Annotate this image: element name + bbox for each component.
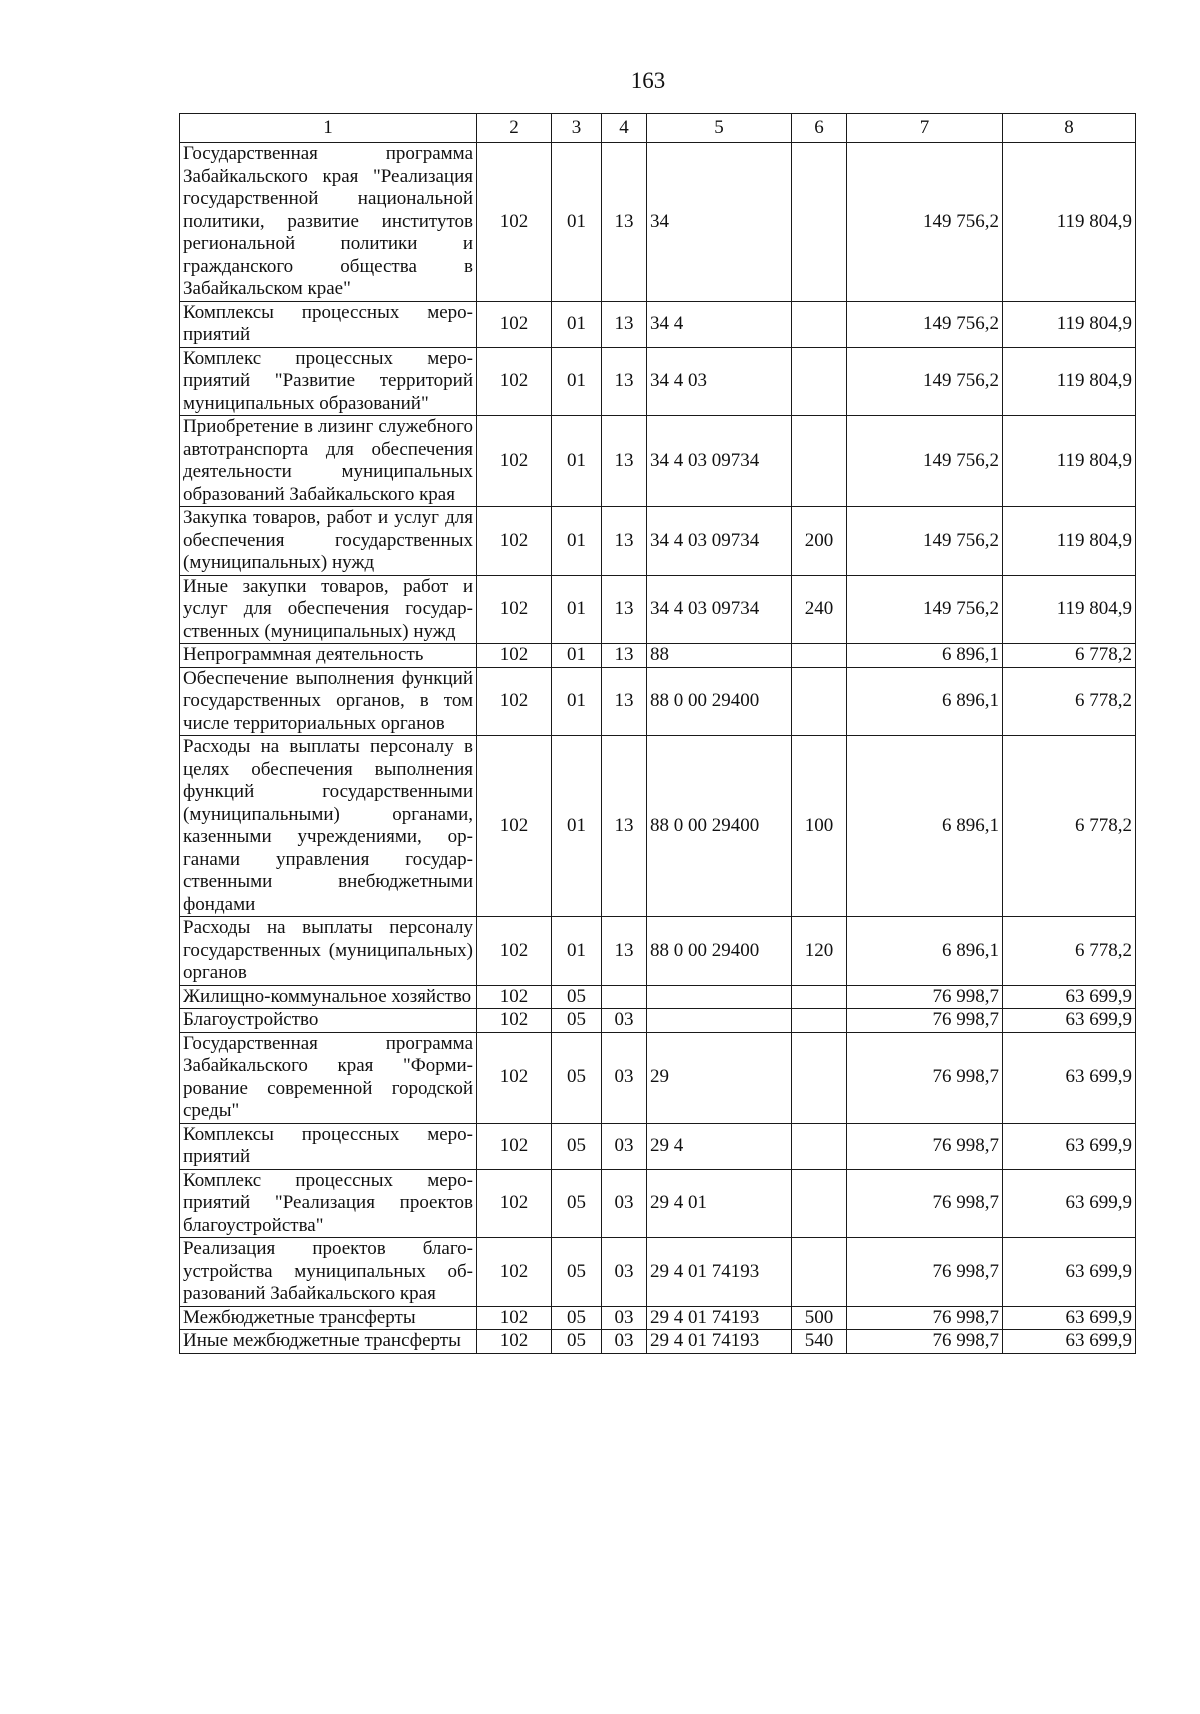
expense-name: Комплекс процессных мероприятий "Развитие территорий муниципальных образований" (180, 347, 477, 416)
cell-col-5: 29 4 (647, 1123, 792, 1169)
cell-col-6 (792, 1123, 847, 1169)
table-row (180, 736, 1136, 917)
expense-name: Государственная программа Забайкальского края "Формирование современной городской среды" (180, 1032, 477, 1123)
cell-col-4: 03 (602, 1123, 647, 1169)
cell-col-2: 102 (477, 1123, 552, 1169)
cell-col-5: 88 0 00 29400 (647, 917, 792, 986)
expense-name: Непрограммная деятельность (180, 644, 477, 668)
cell-col-6 (792, 1009, 847, 1033)
cell-col-6: 200 (792, 507, 847, 576)
cell-col-2: 102 (477, 416, 552, 507)
expense-name: Обеспечение выполнения функций государственных органов, в том числе территориальных органов (180, 667, 477, 736)
cell-col-4: 13 (602, 301, 647, 347)
cell-col-8: 119 804,9 (1003, 416, 1136, 507)
cell-col-3: 01 (552, 507, 602, 576)
expense-name: Реализация проектов благоустройства муниципальных образований Забайкальского края (180, 1238, 477, 1307)
cell-col-7: 149 756,2 (847, 347, 1003, 416)
cell-col-2: 102 (477, 507, 552, 576)
cell-col-2: 102 (477, 575, 552, 644)
cell-col-7: 76 998,7 (847, 1123, 1003, 1169)
cell-col-8: 63 699,9 (1003, 1330, 1136, 1354)
cell-col-5: 29 4 01 74193 (647, 1330, 792, 1354)
expense-name: Расходы на выплаты персоналу в целях обеспечения выполнения функций государственными (муниципальными) органами, казенными учреждениями, органами управления государственными внебюджетными фондами (180, 736, 477, 917)
cell-col-4: 03 (602, 1306, 647, 1330)
cell-col-8: 119 804,9 (1003, 301, 1136, 347)
cell-col-8: 63 699,9 (1003, 1238, 1136, 1307)
cell-col-6 (792, 985, 847, 1009)
cell-col-2: 102 (477, 1238, 552, 1307)
cell-col-6: 500 (792, 1306, 847, 1330)
expense-name: Приобретение в лизинг служебного автотранспорта для обеспечения деятельности муниципальных образований Забайкальского края (180, 416, 477, 507)
expense-name: Комплексы процессных мероприятий (180, 1123, 477, 1169)
cell-col-7: 149 756,2 (847, 575, 1003, 644)
cell-col-6 (792, 667, 847, 736)
table-row (180, 143, 1136, 302)
cell-col-6: 100 (792, 736, 847, 917)
cell-col-8: 6 778,2 (1003, 917, 1136, 986)
table-row (180, 1306, 1136, 1330)
cell-col-3: 05 (552, 1032, 602, 1123)
cell-col-8: 63 699,9 (1003, 1009, 1136, 1033)
cell-col-7: 6 896,1 (847, 917, 1003, 986)
cell-col-5 (647, 985, 792, 1009)
column-header-3: 3 (552, 114, 602, 143)
column-header-6: 6 (792, 114, 847, 143)
cell-col-5: 29 4 01 (647, 1169, 792, 1238)
cell-col-6 (792, 1032, 847, 1123)
cell-col-4 (602, 985, 647, 1009)
cell-col-5: 88 (647, 644, 792, 668)
table-row (180, 507, 1136, 576)
expense-name: Закупка товаров, работ и услуг для обеспечения государственных (муниципальных) нужд (180, 507, 477, 576)
cell-col-7: 6 896,1 (847, 736, 1003, 917)
cell-col-8: 63 699,9 (1003, 1032, 1136, 1123)
cell-col-3: 01 (552, 143, 602, 302)
cell-col-4: 13 (602, 416, 647, 507)
table-row (180, 1009, 1136, 1033)
cell-col-6 (792, 644, 847, 668)
table-row (180, 1238, 1136, 1307)
cell-col-6 (792, 301, 847, 347)
cell-col-5: 34 4 03 (647, 347, 792, 416)
cell-col-2: 102 (477, 644, 552, 668)
cell-col-4: 03 (602, 1238, 647, 1307)
table-row (180, 301, 1136, 347)
table-row (180, 917, 1136, 986)
cell-col-4: 13 (602, 143, 647, 302)
table-row (180, 667, 1136, 736)
budget-table (179, 113, 1136, 1354)
cell-col-7: 6 896,1 (847, 644, 1003, 668)
cell-col-7: 6 896,1 (847, 667, 1003, 736)
cell-col-4: 03 (602, 1009, 647, 1033)
cell-col-4: 03 (602, 1032, 647, 1123)
cell-col-8: 63 699,9 (1003, 985, 1136, 1009)
cell-col-2: 102 (477, 1009, 552, 1033)
column-header-4: 4 (602, 114, 647, 143)
expense-name: Расходы на выплаты персоналу государственных (муниципальных) органов (180, 917, 477, 986)
cell-col-2: 102 (477, 1306, 552, 1330)
cell-col-7: 76 998,7 (847, 1009, 1003, 1033)
cell-col-5: 29 (647, 1032, 792, 1123)
cell-col-4: 03 (602, 1169, 647, 1238)
column-header-2: 2 (477, 114, 552, 143)
cell-col-8: 119 804,9 (1003, 143, 1136, 302)
page-number: 163 (630, 68, 666, 93)
expense-name: Государственная программа Забайкальского края "Реализация государственной национальной политики, развитие институтов региональной политики и гражданского общества в Забайкальском крае" (180, 143, 477, 302)
expense-name: Комплекс процессных мероприятий "Реализация проектов благоустройства" (180, 1169, 477, 1238)
cell-col-6: 120 (792, 917, 847, 986)
cell-col-7: 149 756,2 (847, 507, 1003, 576)
cell-col-7: 149 756,2 (847, 416, 1003, 507)
cell-col-5: 88 0 00 29400 (647, 736, 792, 917)
cell-col-6: 540 (792, 1330, 847, 1354)
table-row (180, 985, 1136, 1009)
column-header-8: 8 (1003, 114, 1136, 143)
column-header-7: 7 (847, 114, 1003, 143)
cell-col-5: 29 4 01 74193 (647, 1238, 792, 1307)
cell-col-8: 119 804,9 (1003, 347, 1136, 416)
cell-col-4: 03 (602, 1330, 647, 1354)
cell-col-8: 119 804,9 (1003, 575, 1136, 644)
cell-col-3: 01 (552, 301, 602, 347)
cell-col-3: 01 (552, 644, 602, 668)
cell-col-8: 63 699,9 (1003, 1169, 1136, 1238)
cell-col-2: 102 (477, 143, 552, 302)
expense-name: Иные закупки товаров, работ и услуг для обеспечения государственных (муниципальных) нужд (180, 575, 477, 644)
cell-col-5: 34 4 03 09734 (647, 507, 792, 576)
cell-col-2: 102 (477, 1169, 552, 1238)
cell-col-3: 01 (552, 667, 602, 736)
cell-col-3: 05 (552, 1238, 602, 1307)
expense-name: Благоустройство (180, 1009, 477, 1033)
cell-col-2: 102 (477, 736, 552, 917)
cell-col-4: 13 (602, 667, 647, 736)
cell-col-4: 13 (602, 644, 647, 668)
cell-col-6 (792, 347, 847, 416)
table-row (180, 1330, 1136, 1354)
cell-col-6 (792, 416, 847, 507)
cell-col-7: 149 756,2 (847, 143, 1003, 302)
cell-col-3: 05 (552, 1306, 602, 1330)
cell-col-2: 102 (477, 667, 552, 736)
cell-col-3: 01 (552, 575, 602, 644)
table-row (180, 347, 1136, 416)
cell-col-7: 76 998,7 (847, 1330, 1003, 1354)
table-row (180, 1123, 1136, 1169)
cell-col-3: 05 (552, 1123, 602, 1169)
cell-col-2: 102 (477, 985, 552, 1009)
cell-col-5: 34 (647, 143, 792, 302)
cell-col-3: 05 (552, 1330, 602, 1354)
cell-col-8: 6 778,2 (1003, 644, 1136, 668)
expense-name: Иные межбюджетные трансферты (180, 1330, 477, 1354)
expense-name: Комплексы процессных мероприятий (180, 301, 477, 347)
cell-col-4: 13 (602, 736, 647, 917)
column-header-5: 5 (647, 114, 792, 143)
cell-col-6: 240 (792, 575, 847, 644)
cell-col-2: 102 (477, 1330, 552, 1354)
expense-name: Жилищно-коммунальное хозяйство (180, 985, 477, 1009)
table-row (180, 416, 1136, 507)
cell-col-6 (792, 1169, 847, 1238)
cell-col-3: 01 (552, 416, 602, 507)
cell-col-2: 102 (477, 917, 552, 986)
cell-col-6 (792, 143, 847, 302)
cell-col-8: 6 778,2 (1003, 667, 1136, 736)
cell-col-8: 63 699,9 (1003, 1306, 1136, 1330)
cell-col-3: 01 (552, 917, 602, 986)
table-row (180, 1169, 1136, 1238)
cell-col-4: 13 (602, 347, 647, 416)
table-row (180, 1032, 1136, 1123)
cell-col-2: 102 (477, 347, 552, 416)
cell-col-7: 76 998,7 (847, 1169, 1003, 1238)
expense-name: Межбюджетные трансферты (180, 1306, 477, 1330)
cell-col-4: 13 (602, 507, 647, 576)
cell-col-5: 34 4 03 09734 (647, 575, 792, 644)
cell-col-5: 29 4 01 74193 (647, 1306, 792, 1330)
column-header-1: 1 (180, 114, 477, 143)
cell-col-5 (647, 1009, 792, 1033)
cell-col-7: 76 998,7 (847, 1032, 1003, 1123)
table-row (180, 644, 1136, 668)
cell-col-4: 13 (602, 575, 647, 644)
cell-col-3: 05 (552, 1009, 602, 1033)
cell-col-3: 05 (552, 985, 602, 1009)
cell-col-7: 149 756,2 (847, 301, 1003, 347)
cell-col-7: 76 998,7 (847, 985, 1003, 1009)
cell-col-7: 76 998,7 (847, 1306, 1003, 1330)
cell-col-2: 102 (477, 301, 552, 347)
cell-col-2: 102 (477, 1032, 552, 1123)
cell-col-4: 13 (602, 917, 647, 986)
cell-col-8: 119 804,9 (1003, 507, 1136, 576)
cell-col-3: 05 (552, 1169, 602, 1238)
cell-col-5: 34 4 (647, 301, 792, 347)
cell-col-3: 01 (552, 347, 602, 416)
cell-col-8: 6 778,2 (1003, 736, 1136, 917)
cell-col-3: 01 (552, 736, 602, 917)
cell-col-7: 76 998,7 (847, 1238, 1003, 1307)
cell-col-5: 34 4 03 09734 (647, 416, 792, 507)
header-row (180, 114, 1136, 143)
cell-col-6 (792, 1238, 847, 1307)
table-row (180, 575, 1136, 644)
cell-col-8: 63 699,9 (1003, 1123, 1136, 1169)
cell-col-5: 88 0 00 29400 (647, 667, 792, 736)
